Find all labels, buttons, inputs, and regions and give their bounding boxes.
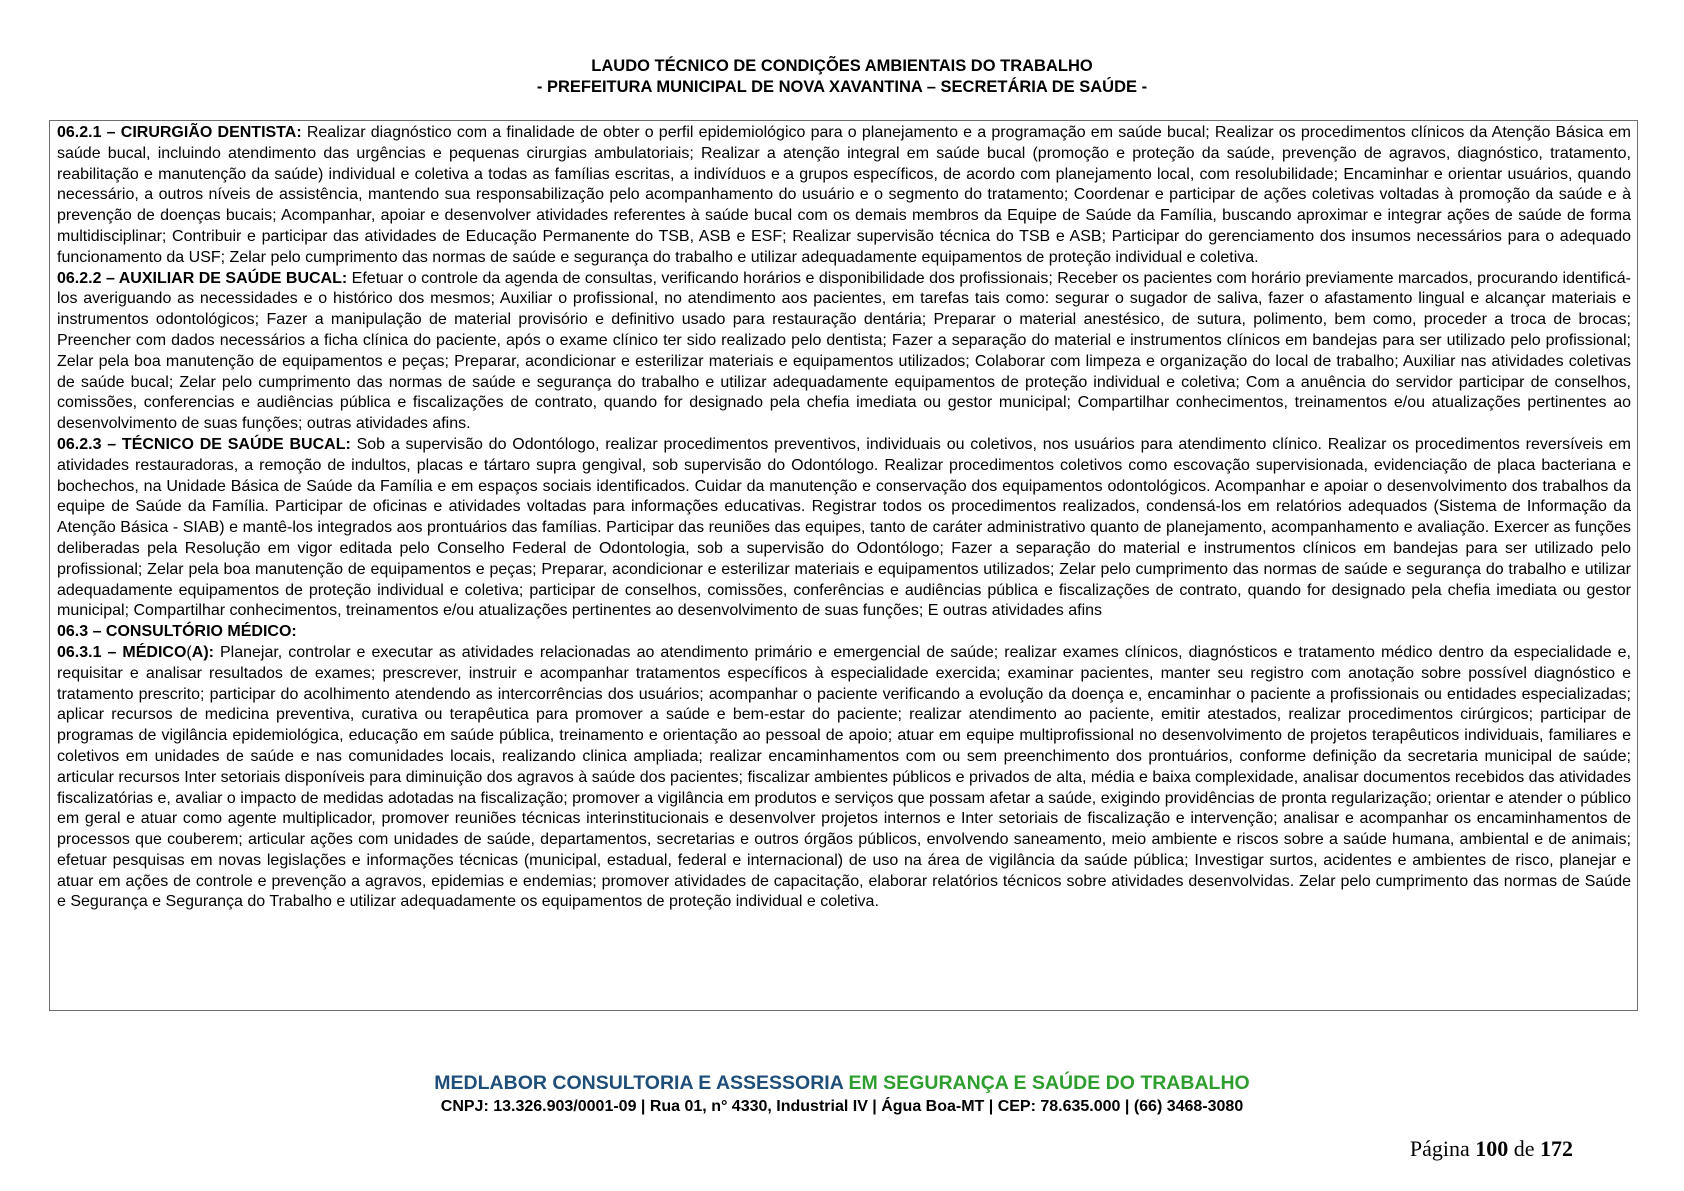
- document-title: LAUDO TÉCNICO DE CONDIÇÕES AMBIENTAIS DO TRABALHO: [591, 57, 1093, 75]
- content-body: [57, 123, 1631, 913]
- page-current: 100: [1475, 1136, 1509, 1161]
- section-heading: 06.2.1 – CIRURGIÃO DENTISTA:: [57, 124, 302, 141]
- section-heading-paren-close: ):: [203, 643, 214, 661]
- page-total: 172: [1540, 1136, 1573, 1161]
- section-text: Realizar diagnóstico com a finalidade de obter o perfil epidemiológico para o planejamento e a programação em saúde bucal; Realizar os procedimentos clínicos da Atenção Básica em saúde bucal, incluindo atendimento das urgências e pequenas cirurgias ambulatoriais; Realizar a atenção integral em saúde bucal (promoção e proteção da saúde, prevenção de agravos, diagnóstico, tratamento, reabilitação e manutenção da saúde) individual e coletiva a todas as famílias escritas, a indivíduos e a grupos específicos, de acordo com planejamento local, com resolubilidade; Encaminhar e orientar usuários, quando necessário, a outros níveis de assistência, mantendo sua responsabilização pelo acompanhamento do usuário e o segmento do tratamento; Coordenar e participar de ações coletivas voltadas à promoção da saúde e à prevenção de doenças bucais; Acompanhar, apoiar e desenvolver atividades referentes à saúde bucal com os demais membros da Equipe de Saúde da Família, buscando aproximar e integrar ações de saúde de forma multidisciplinar; Contribuir e participar das atividades de Educação Permanente do TSB, ASB e ESF; Realizar supervisão técnica do TSB e ASB; Participar do gerenciamento dos insumos necessários para o adequado funcionamento da USF; Zelar pelo cumprimento das normas de saúde e segurança do trabalho e utilizar adequadamente equipamentos de proteção individual e coletiva.: [57, 124, 1631, 266]
- section-text: Sob a supervisão do Odontólogo, realizar procedimentos preventivos, individuais ou coletivos, nos usuários para atendimento clínico. Realizar os procedimentos reversíveis em atividades restauradoras, a remoção de indultos, placas e tártaro supra gengival, sob supervisão do Odontólogo. Realizar procedimentos coletivos como escovação supervisionada, evidenciação de placa bacteriana e bochechos, na Unidade Básica de Saúde da Família e em espaços sociais identificados. Cuidar da manutenção e conservação dos equipamentos odontológicos. Acompanhar e apoiar o desenvolvimento dos trabalhos da equipe de Saúde da Família. Participar de oficinas e atividades voltadas para informações educativas. Registrar todos os procedimentos realizados, condensá-los em relatórios adequados (Sistema de Informação da Atenção Básica - SIAB) e mantê-los integrados aos prontuários das famílias. Participar das reuniões das equipes, tanto de caráter administrativo quanto de planejamento, acompanhamento e avaliação. Exercer as funções deliberadas pela Resolução em vigor editada pelo Conselho Federal de Odontologia, sob a supervisão do Odontólogo; Fazer a separação do material e instrumentos clínicos em bandejas para ser utilizado pelo profissional; Zelar pela boa manutenção de equipamentos e peças; Preparar, acondicionar e esterilizar materiais e equipamentos utilizados; Zelar pelo cumprimento das normas de saúde e segurança do trabalho e utilizar adequadamente equipamentos de proteção individual e coletiva; participar de conselhos, comissões, conferências e audiências pública e fiscalizações de contrato, quando for designado pela chefia imediata ou gestor municipal; Compartilhar conhecimentos, treinamentos e/ou atualizações pertinentes ao desenvolvimento de suas funções; E outras atividades afins: [57, 435, 1631, 620]
- section-medico: [57, 643, 1631, 913]
- section-heading: 06.3.1 – MÉDICO: [57, 643, 187, 661]
- footer-company-part1: MEDLABOR CONSULTORIA E ASSESSORIA: [434, 1072, 844, 1094]
- section-heading: 06.2.3 – TÉCNICO DE SAÚDE BUCAL:: [57, 435, 351, 453]
- footer-company: [0, 1072, 1684, 1095]
- page-label: Página: [1409, 1136, 1476, 1161]
- section-text: Efetuar o controle da agenda de consultas, verificando horários e disponibilidade dos profissionais; Receber os pacientes com horário previamente marcados, procurando identificá-los averiguando as necessidades e o histórico dos mesmos; Auxiliar o profissional, no atendimento aos pacientes, em tarefas tais como: segurar o sugador de saliva, fazer o afastamento lingual e alcançar materiais e instrumentos odontológicos; Fazer a manipulação de material provisório e definitivo usado para restauração dentária; Preparar o material anestésico, de sutura, polimento, bem como, proceder a troca de brocas; Preencher com dados necessários a ficha clínica do paciente, após o exame clínico ter sido realizado pelo dentista; Fazer a separação do material e instrumentos clínicos em bandejas para ser utilizado pelo profissional; Zelar pela boa manutenção de equipamentos e peças; Preparar, acondicionar e esterilizar materiais e equipamentos utilizados; Colaborar com limpeza e organização do local de trabalho; Auxiliar nas atividades coletivas de saúde bucal; Zelar pelo cumprimento das normas de saúde e segurança do trabalho e utilizar adequadamente equipamentos de proteção individual e coletiva; Com a anuência do servidor participar de conselhos, comissões, conferencias e audiências pública e fiscalizações de contrato, quando for designado pela chefia imediata ou gestor municipal; Compartilhar conhecimentos, treinamentos e/ou atualizações pertinentes ao desenvolvimento de suas funções; outras atividades afins.: [57, 269, 1631, 433]
- section-heading: 06.3 – CONSULTÓRIO MÉDICO:: [57, 623, 297, 641]
- section-text: Planejar, controlar e executar as atividades relacionadas ao atendimento primário e emergencial de saúde; realizar exames clínicos, diagnósticos e tratamento médico dentro da especialidade e, requisitar e analisar resultados de exames; prescrever, instruir e acompanhar tratamentos específicos à especialidade exercida; examinar pacientes, manter seu registro com anotação sobre possível diagnóstico e tratamento prescrito; participar do acolhimento atendendo as intercorrências dos usuários; acompanhar o paciente verificando a evolução da doença e, encaminhar o paciente a profissionais ou entidades especializadas; aplicar recursos de medicina preventiva, curativa ou terapêutica para promover a saúde e bem-estar do paciente; realizar atendimento ao paciente, emitir atestados, realizar procedimentos cirúrgicos; participar de programas de vigilância epidemiológica, educação em saúde pública, treinamento e orientação ao pessoal de apoio; atuar em equipe multiprofissional no desenvolvimento de projetos terapêuticos individuais, familiares e coletivos em unidades de saúde e nas comunidades locais, realizando clinica ampliada; realizar encaminhamentos com ou sem preenchimento dos prontuários, conforme definição da secretaria municipal de saúde; articular recursos Inter setoriais disponíveis para diminuição dos agravos à saúde dos pacientes; fiscalizar ambientes públicos e privados de alta, média e baixa complexidade, analisar documentos recebidos das atividades fiscalizatórias e, avaliar o impacto de medidas adotadas na fiscalização; promover a vigilância em produtos e serviços que possam afetar a saúde, exigindo providências de pronta regularização; orientar e atender o público em geral e atuar como agente multiplicador, promover reuniões técnicas interinstitucionais e desenvolver projetos internos e Inter setoriais de fiscalização e intervenção; analisar e acompanhar os encaminhamentos de processos que couberem; articular ações com unidades de saúde, departamentos, secretarias e outros órgãos públicos, envolvendo saneamento, meio ambiente e riscos sobre a saúde humana, ambiental e de animais; efetuar pesquisas em novas legislações e informações técnicas (municipal, estadual, federal e internacional) de uso na área de vigilância da saúde pública; Investigar surtos, acidentes e ambientes de risco, planejar e atuar em ações de controle e prevenção a agravos, epidemias e endemias; promover atividades de capacitação, elaborar relatórios técnicos sobre atividades desenvolvidas. Zelar pelo cumprimento das normas de Saúde e Segurança e Segurança do Trabalho e utilizar adequadamente os equipamentos de proteção individual e coletiva.: [57, 643, 1631, 911]
- content-box: [49, 120, 1638, 1011]
- section-auxiliar-saude-bucal: [57, 269, 1631, 435]
- page-of: de: [1508, 1136, 1540, 1161]
- section-consultorio-medico: [57, 622, 1631, 643]
- section-heading-letter: A: [191, 643, 204, 661]
- document-subtitle: - PREFEITURA MUNICIPAL DE NOVA XAVANTINA – SECRETÁRIA DE SAÚDE -: [536, 78, 1148, 96]
- section-tecnico-saude-bucal: [57, 435, 1631, 622]
- footer-company-part2: EM SEGURANÇA E SAÚDE DO TRABALHO: [843, 1072, 1250, 1094]
- section-heading-paren-open: (: [186, 643, 192, 661]
- footer-address: CNPJ: 13.326.903/0001-09 | Rua 01, n° 4330, Industrial IV | Água Boa-MT | CEP: 78.635.000 | (66) 3468-3080: [440, 1098, 1244, 1115]
- section-cirurgiao-dentista: [57, 123, 1631, 269]
- section-heading: 06.2.2 – AUXILIAR DE SAÚDE BUCAL:: [57, 269, 348, 287]
- page-number: [1410, 1136, 1573, 1162]
